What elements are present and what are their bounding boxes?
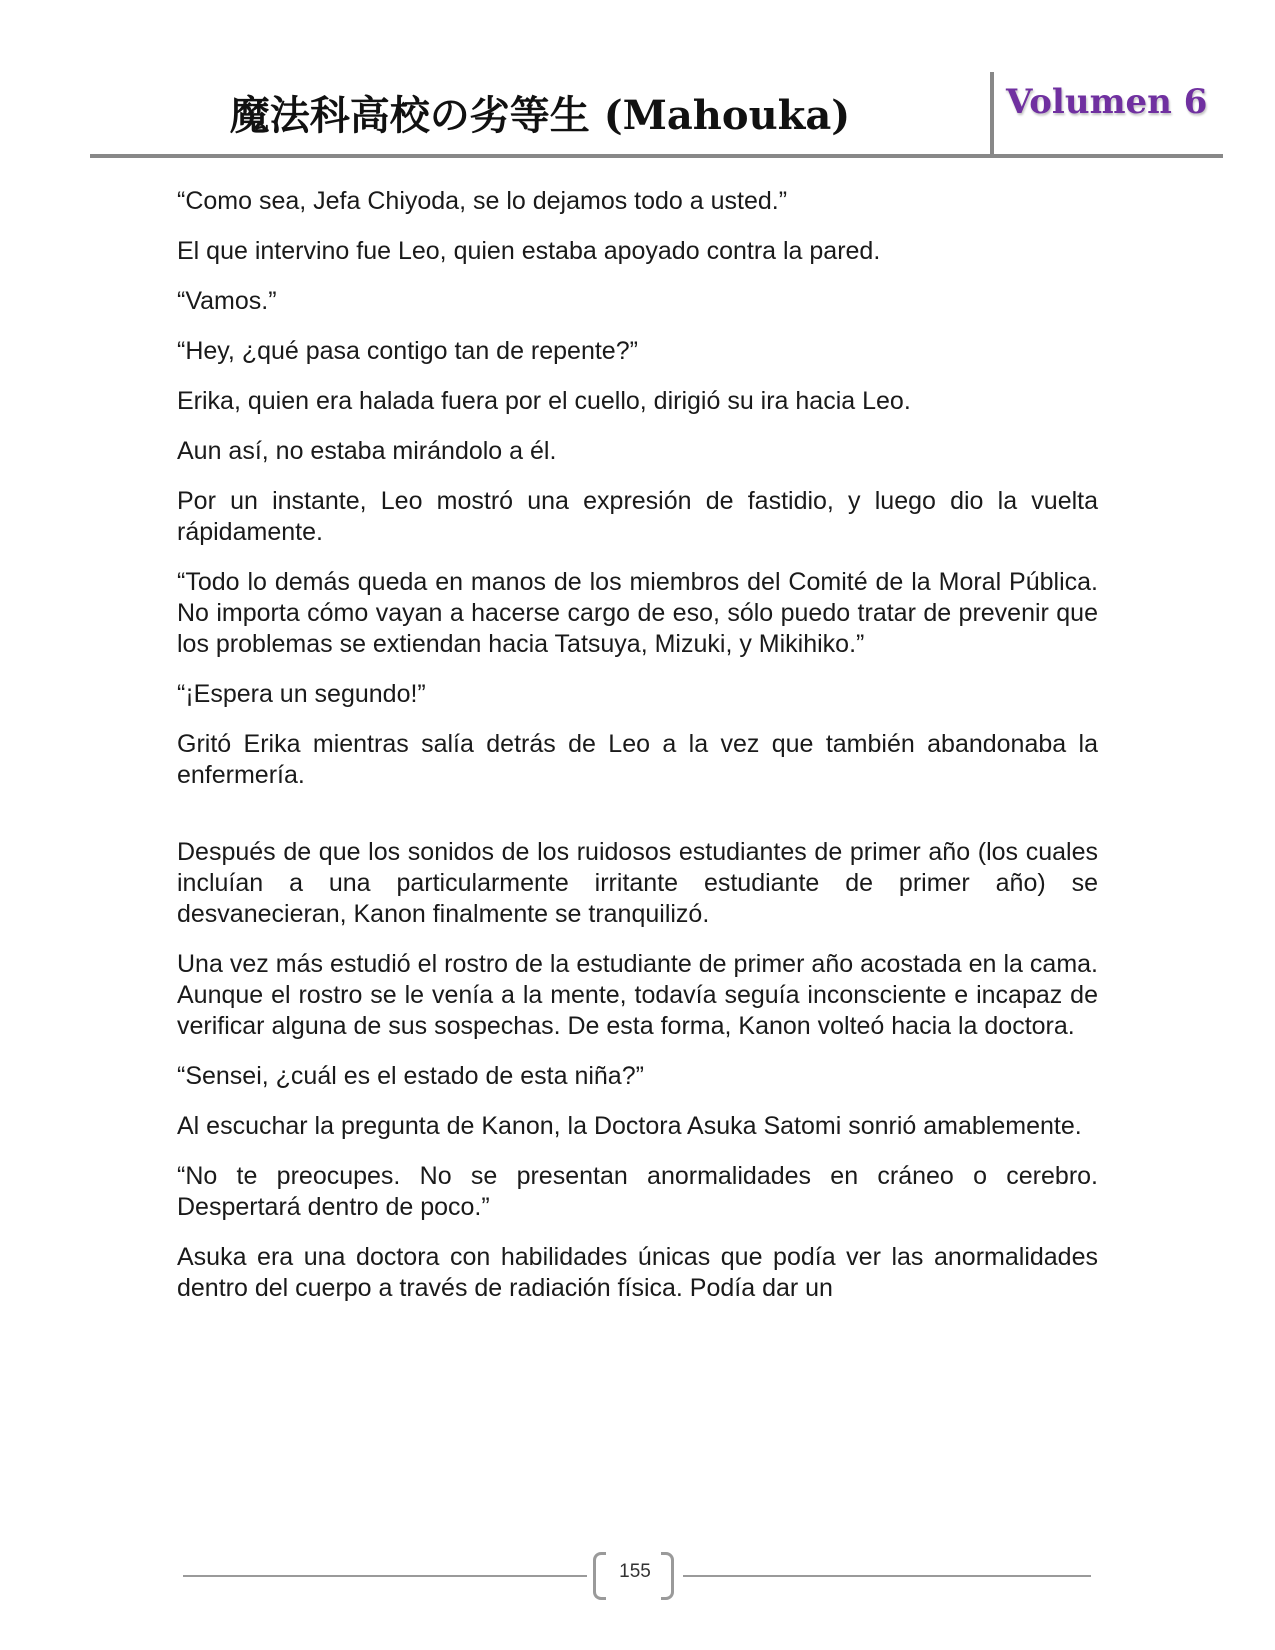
footer-rule-right xyxy=(683,1575,1091,1577)
paragraph-1: “Como sea, Jefa Chiyoda, se lo dejamos todo a usted.” xyxy=(177,187,788,215)
page-header xyxy=(90,70,1223,158)
paragraph-15: “No te preocupes. No se presentan anormalidades en cráneo o cerebro. Despertará dentro de poco.” xyxy=(177,1162,1098,1221)
paragraph-13: “Sensei, ¿cuál es el estado de esta niña?” xyxy=(177,1062,644,1090)
paragraph-5: Erika, quien era halada fuera por el cuello, dirigió su ira hacia Leo. xyxy=(177,387,911,415)
paragraph-6: Aun así, no estaba mirándolo a él. xyxy=(177,437,557,465)
page-number: 155 xyxy=(619,1561,651,1582)
paragraph-14: Al escuchar la pregunta de Kanon, la Doctora Asuka Satomi sonrió amablemente. xyxy=(177,1112,1082,1140)
paragraph-12: Una vez más estudió el rostro de la estudiante de primer año acostada en la cama. Aunque el rostro se le venía a la mente, todavía seguía inconsciente e incapaz de verificar alguna de sus sospechas. De esta forma, Kanon volteó hacia la doctora. xyxy=(177,950,1098,1040)
paragraph-7: Por un instante, Leo mostró una expresión de fastidio, y luego dio la vuelta rápidamente. xyxy=(177,487,1098,546)
paragraph-9: “¡Espera un segundo!” xyxy=(177,680,426,708)
book-title: 魔法科高校の劣等生 (Mahouka) xyxy=(229,92,851,139)
paragraph-11: Después de que los sonidos de los ruidosos estudiantes de primer año (los cuales incluían a una particularmente irritante estudiante de primer año) se desvanecieran, Kanon finalmente se tranquilizó. xyxy=(177,838,1098,928)
paragraph-2: El que intervino fue Leo, quien estaba apoyado contra la pared. xyxy=(177,237,881,265)
paragraph-3: “Vamos.” xyxy=(177,287,277,315)
paragraph-16: Asuka era una doctora con habilidades únicas que podía ver las anormalidades dentro del cuerpo a través de radiación física. Podía dar un xyxy=(177,1243,1098,1302)
paragraph-4: “Hey, ¿qué pasa contigo tan de repente?” xyxy=(177,337,638,365)
paragraph-8: “Todo lo demás queda en manos de los miembros del Comité de la Moral Pública. No importa cómo vayan a hacerse cargo de eso, sólo puedo tratar de prevenir que los problemas se extiendan hacia Tatsuya, Mizuki, y Mikihiko.” xyxy=(177,568,1098,658)
paragraph-10: Gritó Erika mientras salía detrás de Leo a la vez que también abandonaba la enfermería. xyxy=(177,730,1098,789)
right-bracket-icon xyxy=(661,1552,674,1600)
volume-label: Volumen 6 xyxy=(1006,82,1208,122)
header-vertical-divider xyxy=(990,72,994,154)
page-footer xyxy=(183,1552,1091,1600)
footer-rule-left xyxy=(183,1575,587,1577)
page-body xyxy=(177,186,1098,1323)
header-rule xyxy=(90,154,1223,158)
